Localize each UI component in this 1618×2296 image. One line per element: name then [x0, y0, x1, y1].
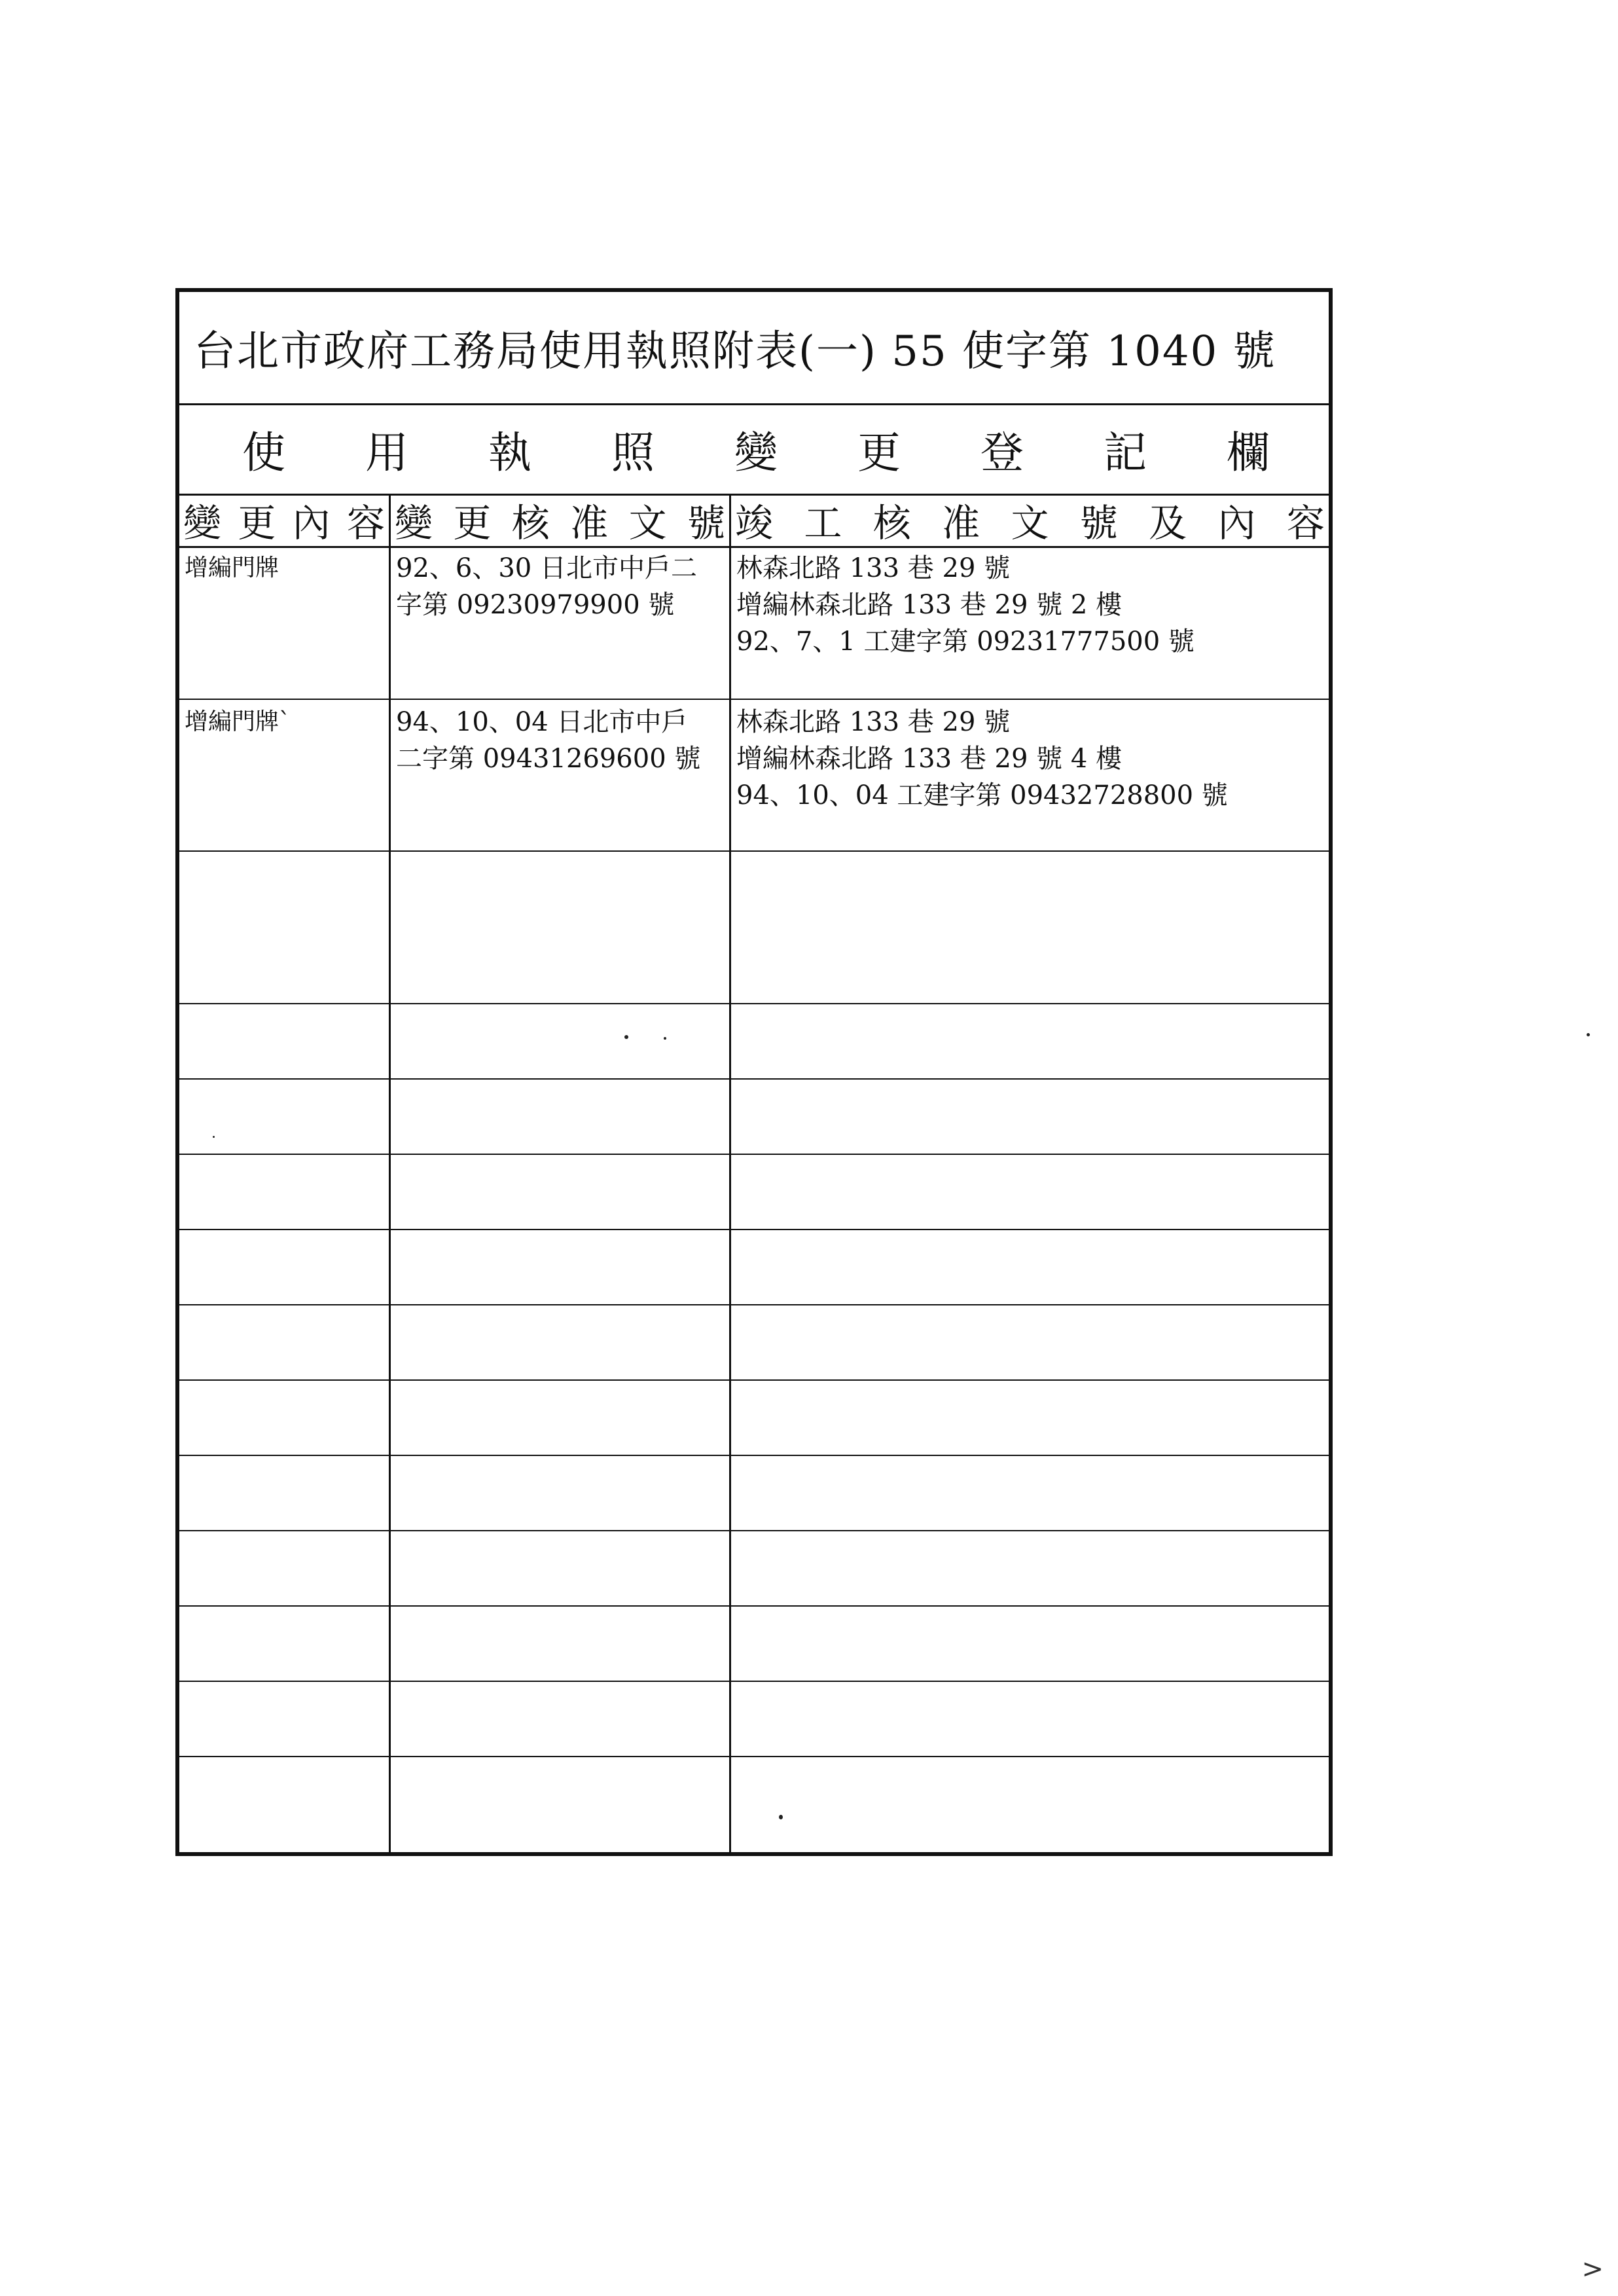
subtitle-char: 使: [242, 427, 285, 478]
header-char: 更: [453, 501, 492, 545]
header-char: 准: [942, 501, 980, 545]
approval-line: 二字第 09431269600 號: [396, 744, 701, 774]
completion-line: 增編林森北路 133 巷 29 號 4 樓: [736, 744, 1122, 774]
subtitle-char: 登: [980, 427, 1024, 478]
header-char: 准: [570, 501, 609, 545]
table-row: [179, 546, 1329, 700]
header-char: 更: [238, 501, 276, 545]
header-change-approval-no: [391, 494, 729, 546]
header-char: 變: [183, 501, 222, 545]
approval-line: 94、10、04 日北市中戶: [396, 707, 688, 737]
header-char: 容: [346, 501, 385, 545]
header-char: 內: [292, 501, 331, 545]
header-char: 工: [804, 501, 842, 545]
change-content-cell: 增編門牌`: [185, 708, 291, 735]
header-char: 文: [628, 501, 667, 545]
approval-line: 92、6、30 日北市中戶二: [396, 553, 697, 583]
subtitle-char: 用: [365, 427, 408, 478]
header-char: 核: [511, 501, 550, 545]
empty-table-row: [179, 1682, 1329, 1757]
change-content-cell: 增編門牌: [185, 555, 279, 581]
corner-mark: >: [1581, 2254, 1604, 2284]
completion-approval-cell: [731, 700, 1329, 850]
change-approval-cell: [391, 700, 729, 850]
scan-speck: [624, 1035, 628, 1039]
completion-line: 增編林森北路 133 巷 29 號 2 樓: [736, 590, 1122, 620]
header-completion-approval: [731, 494, 1329, 546]
empty-table-row: [179, 1305, 1329, 1381]
column-header-row: [179, 494, 1329, 548]
header-char: 號: [1079, 501, 1118, 545]
completion-approval-cell: [731, 546, 1329, 699]
completion-line: 92、7、1 工建字第 09231777500 號: [736, 627, 1195, 657]
change-approval-cell: [391, 546, 729, 699]
completion-line: 94、10、04 工建字第 09432728800 號: [736, 780, 1228, 811]
header-char: 核: [872, 501, 911, 545]
table-row: [179, 700, 1329, 852]
empty-table-row: [179, 1456, 1329, 1531]
scan-speck: [1587, 1033, 1590, 1036]
empty-table-row: [179, 852, 1329, 1004]
header-char: 號: [687, 501, 725, 545]
column-divider: [389, 494, 391, 1852]
header-char: 及: [1149, 501, 1187, 545]
scan-speck: [213, 1136, 215, 1138]
empty-table-row: [179, 1004, 1329, 1080]
empty-table-row: [179, 1381, 1329, 1456]
subtitle-char: 欄: [1227, 427, 1270, 478]
register-subtitle: [179, 403, 1329, 496]
header-char: 變: [395, 501, 433, 545]
license-change-register-table: [175, 288, 1333, 1856]
subtitle-char: 變: [734, 427, 778, 478]
empty-table-row: [179, 1607, 1329, 1682]
header-char: 容: [1286, 501, 1325, 545]
empty-table-row: [179, 1230, 1329, 1305]
completion-line: 林森北路 133 巷 29 號: [736, 553, 1011, 583]
completion-line: 林森北路 133 巷 29 號: [736, 707, 1011, 737]
header-char: 竣: [735, 501, 774, 545]
empty-table-row: [179, 1080, 1329, 1155]
empty-table-row: [179, 1155, 1329, 1230]
subtitle-char: 記: [1104, 427, 1147, 478]
header-char: 文: [1011, 501, 1049, 545]
column-divider: [729, 494, 731, 1852]
approval-line: 字第 09230979900 號: [396, 590, 675, 620]
subtitle-char: 執: [488, 427, 531, 478]
subtitle-char: 照: [611, 427, 655, 478]
document-title: 台北市政府工務局使用執照附表(一) 55 使字第 1040 號: [179, 292, 1329, 405]
empty-table-row: [179, 1757, 1329, 1852]
scan-speck: [779, 1815, 783, 1819]
scan-speck: [664, 1037, 666, 1040]
header-change-content: [179, 494, 389, 546]
header-char: 內: [1217, 501, 1256, 545]
subtitle-char: 更: [857, 427, 901, 478]
empty-table-row: [179, 1531, 1329, 1607]
